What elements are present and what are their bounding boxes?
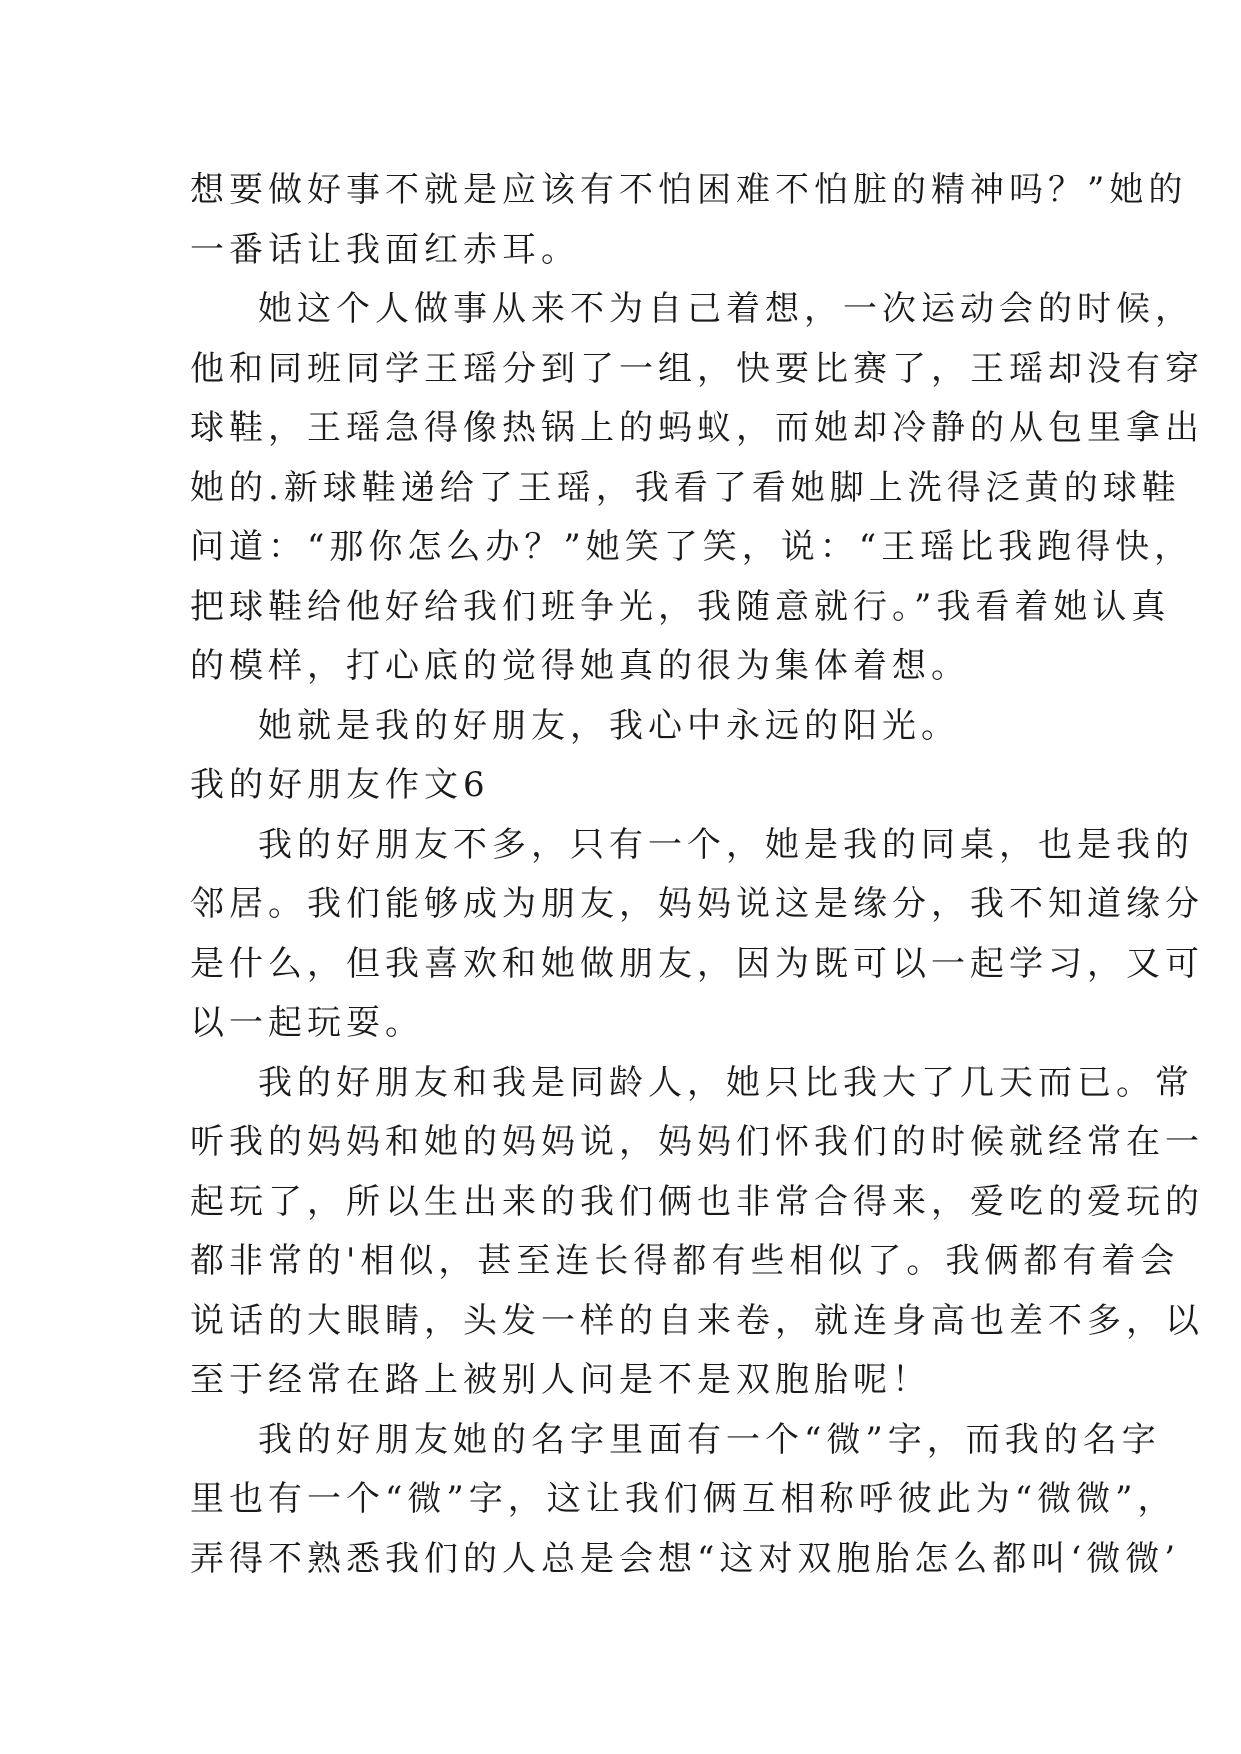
text-line: 邻居。我们能够成为朋友，妈妈说这是缘分，我不知道缘分: [190, 884, 1204, 924]
text-line: 问道：“那你怎么办？”她笑了笑，说：“王瑶比我跑得快，: [190, 527, 1194, 567]
text-line: 她这个人做事从来不为自己着想，一次运动会的时候，: [258, 289, 1194, 329]
text-line: 想要做好事不就是应该有不怕困难不怕脏的精神吗？”她的: [190, 170, 1188, 210]
text-line: 起玩了，所以生出来的我们俩也非常合得来，爱吃的爱玩的: [190, 1181, 1204, 1222]
text-line: 球鞋，王瑶急得像热锅上的蚂蚁，而她却冷静的从包里拿出: [190, 408, 1204, 448]
document-body: [190, 161, 1204, 1589]
text-line: 都非常的'相似，甚至连长得都有些相似了。我俩都有着会: [190, 1241, 1180, 1281]
text-line: 一番话让我面红赤耳。: [190, 229, 580, 270]
text-line: 我的好朋友和我是同龄人，她只比我大了几天而已。常: [258, 1062, 1194, 1103]
text-line: 弄得不熟悉我们的人总是会想“这对双胞胎怎么都叫‘微微’: [190, 1538, 1180, 1579]
text-line: 他和同班同学王瑶分到了一组，快要比赛了，王瑶却没有穿: [190, 348, 1204, 389]
text-line: 以一起玩耍。: [190, 1003, 424, 1043]
text-line: 她就是我的好朋友，我心中永远的阳光。: [258, 705, 960, 746]
text-line: 是什么，但我喜欢和她做朋友，因为既可以一起学习，又可: [190, 943, 1204, 984]
text-line: 我的好朋友不多，只有一个，她是我的同桌，也是我的: [258, 824, 1194, 865]
text-line: 我的好朋友她的名字里面有一个“微”字，而我的名字: [258, 1419, 1161, 1460]
text-line: 里也有一个“微”字，这让我们俩互相称呼彼此为“微微”，: [190, 1479, 1177, 1519]
text-line: 的模样，打心底的觉得她真的很为集体着想。: [190, 646, 970, 686]
text-line: 至于经常在路上被别人问是不是双胞胎呢！: [190, 1360, 931, 1400]
text-line: 她的.新球鞋递给了王瑶，我看了看她脚上洗得泛黄的球鞋: [190, 467, 1181, 508]
text-line: 把球鞋给他好给我们班争光，我随意就行。”我看着她认真: [190, 586, 1171, 627]
section-heading: 我的好朋友作文6: [190, 765, 490, 805]
text-line: 听我的妈妈和她的妈妈说，妈妈们怀我们的时候就经常在一: [190, 1122, 1204, 1162]
text-line: 说话的大眼睛，头发一样的自来卷，就连身高也差不多，以: [190, 1300, 1204, 1341]
